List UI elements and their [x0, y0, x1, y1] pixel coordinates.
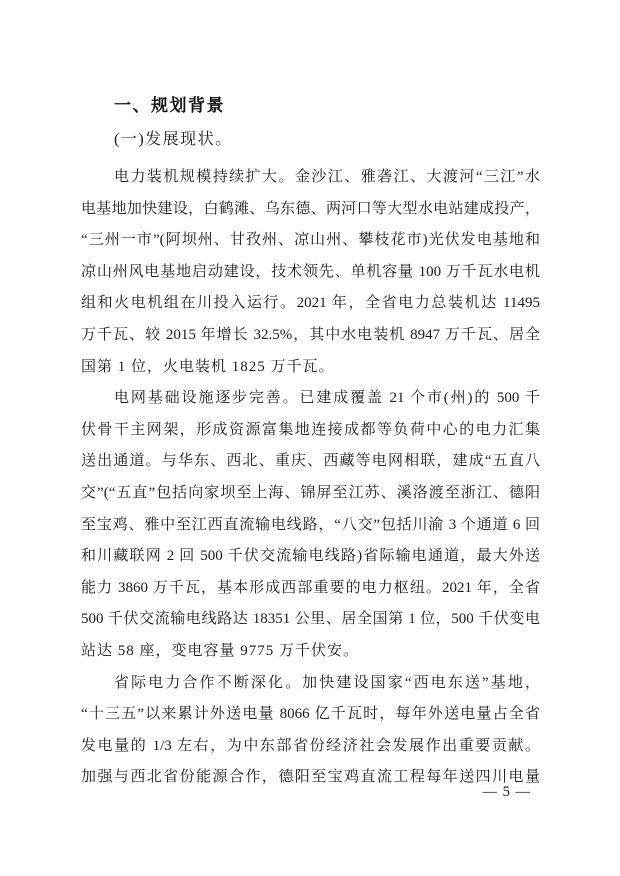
text-line: 和川藏联网 2 回 500 千伏交流输电线路)省际输电通道，最大外送	[81, 548, 540, 565]
text-line: 能力 3860 万千瓦，基本形成西部重要的电力枢纽。2021 年，全省	[81, 579, 540, 596]
text-line: 电网基础设施逐步完善。已建成覆盖 21 个市(州)的 500 千	[114, 390, 540, 407]
text-line: 交”(“五直”包括向家坝至上海、锦屏至江苏、溪洛渡至浙江、德阳	[81, 484, 540, 501]
text-line: 送出通道。与华东、西北、重庆、西藏等电网相联，建成“五直八	[81, 453, 540, 470]
text-line: 伏骨干主网架，形成资源富集地连接成都等负荷中心的电力汇集	[81, 421, 540, 438]
paragraph	[81, 383, 540, 667]
text-line: 站达 58 座，变电容量 9775 万千伏安。	[81, 642, 360, 659]
paragraph	[81, 162, 540, 383]
page-content	[81, 97, 540, 794]
text-line: 组和火电机组在川投入运行。2021 年，全省电力总装机达 11495	[81, 295, 540, 312]
text-line: 电力装机规模持续扩大。金沙江、雅砻江、大渡河“三江”水	[114, 169, 540, 185]
text-line: 加强与西北省份能源合作，德阳至宝鸡直流工程每年送四川电量	[81, 769, 540, 786]
text-line: 省际电力合作不断深化。加快建设国家“西电东送”基地，	[114, 674, 540, 691]
text-line: 至宝鸡、雅中至江西直流输电线路，“八交”包括川渝 3 个通道 6 回	[81, 516, 540, 533]
section-heading: 一、规划背景	[114, 96, 225, 115]
text-line: 电基地加快建设，白鹤滩、乌东德、两河口等大型水电站建成投产，	[81, 200, 540, 217]
paragraph	[81, 668, 540, 794]
text-line: 万千瓦、较 2015 年增长 32.5%，其中水电装机 8947 万千瓦、居全	[81, 326, 540, 343]
text-line: 国第 1 位，火电装机 1825 万千瓦。	[81, 358, 335, 375]
text-line: 500 千伏交流输电线路达 18351 公里、居全国第 1 位，500 千伏变电	[81, 611, 540, 628]
text-line: “十三五”以来累计外送电量 8066 亿千瓦时，每年外送电量占全省	[81, 706, 540, 723]
text-line: 发电量的 1/3 左右，为中东部省份经济社会发展作出重要贡献。	[81, 737, 540, 754]
page-number: — 5 —	[482, 784, 531, 800]
text-line: 凉山州风电基地启动建设，技术领先、单机容量 100 万千瓦水电机	[81, 263, 540, 280]
subsection-heading: (一)发展现状。	[114, 131, 233, 148]
text-line: “三州一市”(阿坝州、甘孜州、凉山州、攀枝花市)光伏发电基地和	[81, 232, 540, 249]
